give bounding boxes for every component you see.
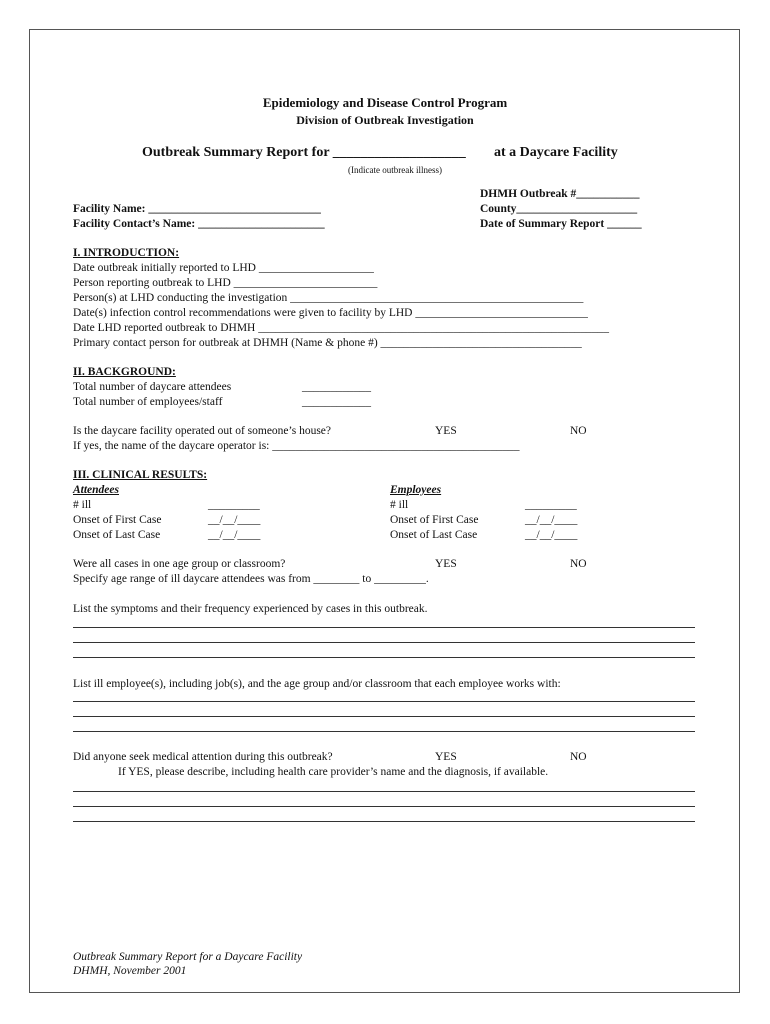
symptoms-answer-line[interactable]: [73, 642, 695, 643]
medical-attention-question: Did anyone seek medical attention during this outbreak?: [73, 751, 333, 763]
attendees-onset-first-blank[interactable]: __/__/____: [208, 514, 261, 526]
medical-answer-line[interactable]: [73, 806, 695, 807]
medical-describe-prompt: If YES, please describe, including health care provider’s name and the diagnosis, if available.: [118, 766, 549, 778]
intro-line-recommendations[interactable]: Date(s) infection control recommendations were given to facility by LHD ______________________________: [73, 307, 588, 319]
facility-contact-field[interactable]: Facility Contact’s Name: ______________________: [73, 218, 325, 230]
employees-onset-last-label: Onset of Last Case: [390, 529, 478, 541]
division-subtitle: Division of Outbreak Investigation: [296, 113, 474, 127]
attendees-ill-blank[interactable]: _________: [208, 499, 260, 511]
operator-name-field[interactable]: If yes, the name of the daycare operator is: ___________________________________________: [73, 440, 520, 452]
facility-name-field[interactable]: Facility Name: ______________________________: [73, 203, 321, 215]
age-range-field[interactable]: Specify age range of ill daycare attendees was from ________ to _________.: [73, 573, 429, 585]
intro-line-primary-contact[interactable]: Primary contact person for outbreak at DHMH (Name & phone #) ___________________________________: [73, 337, 582, 349]
house-question: Is the daycare facility operated out of someone’s house?: [73, 425, 332, 437]
employees-ill-label: # ill: [390, 499, 409, 511]
medical-no-option[interactable]: NO: [570, 751, 587, 763]
attendees-total-blank[interactable]: ____________: [302, 381, 371, 393]
intro-line-lhd-investigators[interactable]: Person(s) at LHD conducting the investigation ___________________________________________________: [73, 292, 584, 304]
footer-report-name: Outbreak Summary Report for a Daycare Facility: [73, 951, 303, 963]
medical-yes-option[interactable]: YES: [435, 751, 457, 763]
employees-ill-blank[interactable]: _________: [525, 499, 577, 511]
intro-line-reported-dhmh[interactable]: Date LHD reported outbreak to DHMH _____________________________________________________________: [73, 322, 609, 334]
symptoms-answer-line[interactable]: [73, 657, 695, 658]
ill-employees-answer-line[interactable]: [73, 716, 695, 717]
age-group-question: Were all cases in one age group or classroom?: [73, 558, 286, 570]
county-field[interactable]: County_____________________: [480, 203, 638, 215]
footer-revision: DHMH, November 2001: [73, 965, 187, 977]
attendees-onset-last-blank[interactable]: __/__/____: [208, 529, 261, 541]
report-title-right: at a Daycare Facility: [494, 145, 618, 160]
attendees-ill-label: # ill: [73, 499, 92, 511]
background-heading: II. BACKGROUND:: [73, 366, 176, 378]
report-title-left[interactable]: Outbreak Summary Report for ___________________: [142, 145, 466, 160]
age-group-yes-option[interactable]: YES: [435, 558, 457, 570]
house-no-option[interactable]: NO: [570, 425, 587, 437]
employees-total-blank[interactable]: ____________: [302, 396, 371, 408]
program-title: Epidemiology and Disease Control Program: [262, 95, 508, 110]
intro-line-person-reporting[interactable]: Person reporting outbreak to LHD _________________________: [73, 277, 378, 289]
medical-answer-line[interactable]: [73, 791, 695, 792]
attendees-onset-first-label: Onset of First Case: [73, 514, 162, 526]
ill-employees-prompt: List ill employee(s), including job(s), and the age group and/or classroom that each employee works with:: [73, 678, 561, 690]
house-yes-option[interactable]: YES: [435, 425, 457, 437]
clinical-heading: III. CLINICAL RESULTS:: [73, 469, 208, 481]
symptoms-answer-line[interactable]: [73, 627, 695, 628]
indicate-note: (Indicate outbreak illness): [348, 165, 442, 175]
employees-onset-first-blank[interactable]: __/__/____: [525, 514, 578, 526]
employees-total-label: Total number of employees/staff: [73, 396, 223, 408]
attendees-heading: Attendees: [73, 484, 119, 496]
attendees-total-label: Total number of daycare attendees: [73, 381, 232, 393]
employees-onset-first-label: Onset of First Case: [390, 514, 479, 526]
intro-line-reported[interactable]: Date outbreak initially reported to LHD ____________________: [73, 262, 374, 274]
intro-heading: I. INTRODUCTION:: [73, 247, 180, 259]
ill-employees-answer-line[interactable]: [73, 731, 695, 732]
attendees-onset-last-label: Onset of Last Case: [73, 529, 161, 541]
age-group-no-option[interactable]: NO: [570, 558, 587, 570]
employees-heading: Employees: [390, 484, 442, 496]
dhmh-outbreak-field[interactable]: DHMH Outbreak #___________: [480, 188, 640, 200]
date-summary-field[interactable]: Date of Summary Report ______: [480, 218, 642, 230]
medical-answer-line[interactable]: [73, 821, 695, 822]
symptoms-prompt: List the symptoms and their frequency experienced by cases in this outbreak.: [73, 603, 428, 615]
employees-onset-last-blank[interactable]: __/__/____: [525, 529, 578, 541]
ill-employees-answer-line[interactable]: [73, 701, 695, 702]
